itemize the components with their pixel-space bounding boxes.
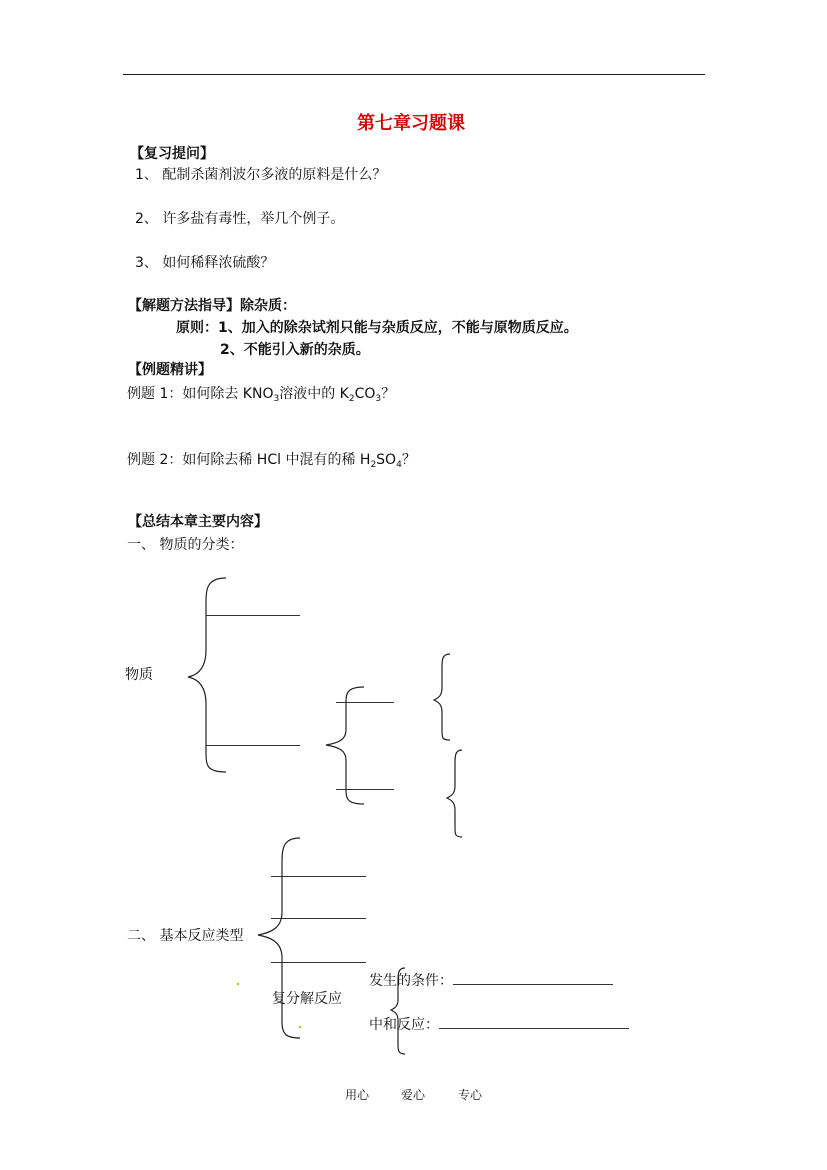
brace-reaction-types	[258, 838, 300, 1038]
method-topic: 除杂质：	[240, 298, 296, 314]
footer-item-3: 专心	[458, 1088, 483, 1102]
condition-label: 发生的条件：	[369, 973, 453, 989]
example-2-mid: SO	[376, 452, 397, 468]
example-1-mid2: CO	[354, 386, 376, 402]
example-2-sub-b: 4	[396, 460, 402, 470]
principle-label: 原则：	[176, 320, 218, 336]
example-1-post: ？	[381, 386, 396, 402]
decorative-dot	[237, 983, 239, 985]
review-question-3: 3、 如何稀释浓硫酸？	[135, 255, 275, 271]
page-title: 第七章习题课	[357, 113, 465, 134]
brace-substance	[188, 578, 226, 772]
substance-label: 物质	[125, 667, 153, 683]
method-heading-label: 【解题方法指导】	[128, 298, 240, 314]
brace-level-3b	[447, 750, 462, 837]
summary-part-2: 二、 基本反应类型	[127, 928, 244, 944]
brace-level-3a	[434, 654, 450, 740]
principle-1-text: 1、加入的除杂试剂只能与杂质反应，不能与原物质反应。	[218, 320, 578, 336]
footer-item-1: 用心	[345, 1088, 370, 1102]
footer-item-2: 爱心	[401, 1088, 426, 1102]
examples-heading: 【例题精讲】	[128, 362, 212, 378]
review-heading: 【复习提问】	[130, 146, 214, 162]
principle-2: 2、不能引入新的杂质。	[220, 342, 370, 358]
summary-heading: 【总结本章主要内容】	[128, 514, 268, 530]
example-1-sub-b: 2	[348, 394, 355, 404]
example-1-sub-c: 3	[375, 394, 382, 404]
neutralization-label: 中和反应：	[369, 1017, 439, 1033]
brace-level-2	[326, 687, 364, 804]
double-decomposition-label: 复分解反应	[272, 991, 342, 1007]
review-question-2: 2、 许多盐有毒性，举几个例子。	[135, 211, 345, 227]
example-2-pre: 例题 2：如何除去稀 HCl 中混有的稀 H	[127, 452, 371, 468]
brace-double-decomposition	[391, 968, 405, 1054]
decorative-dot	[299, 1026, 301, 1028]
review-question-1: 1、 配制杀菌剂波尔多液的原料是什么？	[135, 167, 387, 183]
example-1-pre: 例题 1：如何除去 KNO	[127, 386, 274, 402]
example-2-sub-a: 2	[370, 460, 377, 470]
example-1-sub-a: 3	[273, 394, 280, 404]
example-2-post: ？	[401, 452, 416, 468]
summary-part-1: 一、 物质的分类：	[127, 537, 244, 553]
example-1-mid: 溶液中的 K	[279, 386, 349, 402]
